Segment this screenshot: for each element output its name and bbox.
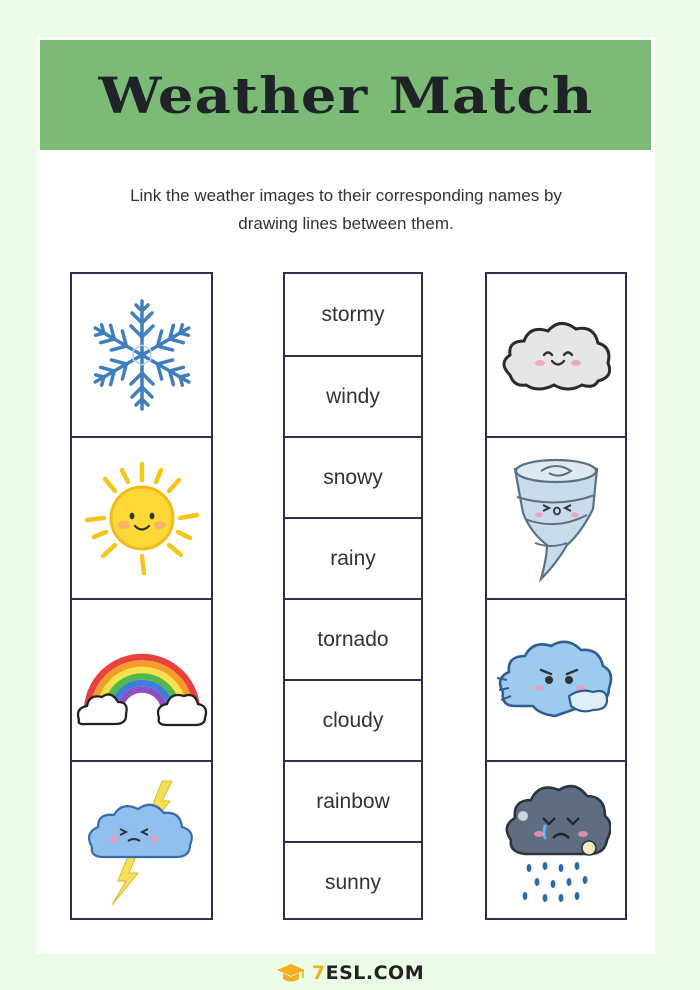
graduation-cap-icon [276,962,306,984]
picture-cell-tornado[interactable] [487,436,625,598]
picture-cell-snowflake[interactable] [72,274,211,436]
wind-cloud-icon [495,630,617,730]
picture-cell-rainbow[interactable] [72,598,211,760]
tornado-icon [501,453,611,583]
picture-cell-rain-cloud[interactable] [487,760,625,922]
word-tornado: tornado [317,627,389,651]
footer [0,960,700,986]
word-sunny: sunny [324,870,382,894]
word-windy: windy [326,384,380,408]
word-cell[interactable] [285,598,421,679]
word-stormy: stormy [321,302,385,326]
instructions-line-2: drawing lines between them. [238,214,454,233]
brand-logo[interactable]: 7ESL.COM [311,962,425,984]
picture-cell-sun[interactable] [72,436,211,598]
instructions-line-1: Link the weather images to their corresponding names by [130,186,562,205]
word-cell[interactable] [285,355,421,436]
title-banner [40,40,651,150]
word-cell[interactable] [285,841,421,922]
word-rainbow: rainbow [316,789,390,813]
rain-cloud-icon [501,778,611,906]
sun-icon [79,455,205,581]
snowflake-icon [82,295,202,415]
word-cell[interactable] [285,679,421,760]
storm-cloud-icon [82,777,202,907]
word-cell[interactable] [285,436,421,517]
word-cell[interactable] [285,274,421,355]
cloud-icon [498,315,614,395]
word-cell[interactable] [285,760,421,841]
word-cloudy: cloudy [322,708,384,732]
word-cell[interactable] [285,517,421,598]
picture-cell-wind-cloud[interactable] [487,598,625,760]
right-picture-column [485,272,627,920]
rainbow-icon [75,630,209,730]
instructions [37,182,655,238]
page-title: Weather Match [98,65,593,125]
left-picture-column [70,272,213,920]
word-rainy: rainy [330,546,376,570]
picture-cell-storm-cloud[interactable] [72,760,211,922]
word-snowy: snowy [323,465,383,489]
worksheet [37,37,655,954]
picture-cell-cloud[interactable] [487,274,625,436]
word-column [283,272,423,920]
